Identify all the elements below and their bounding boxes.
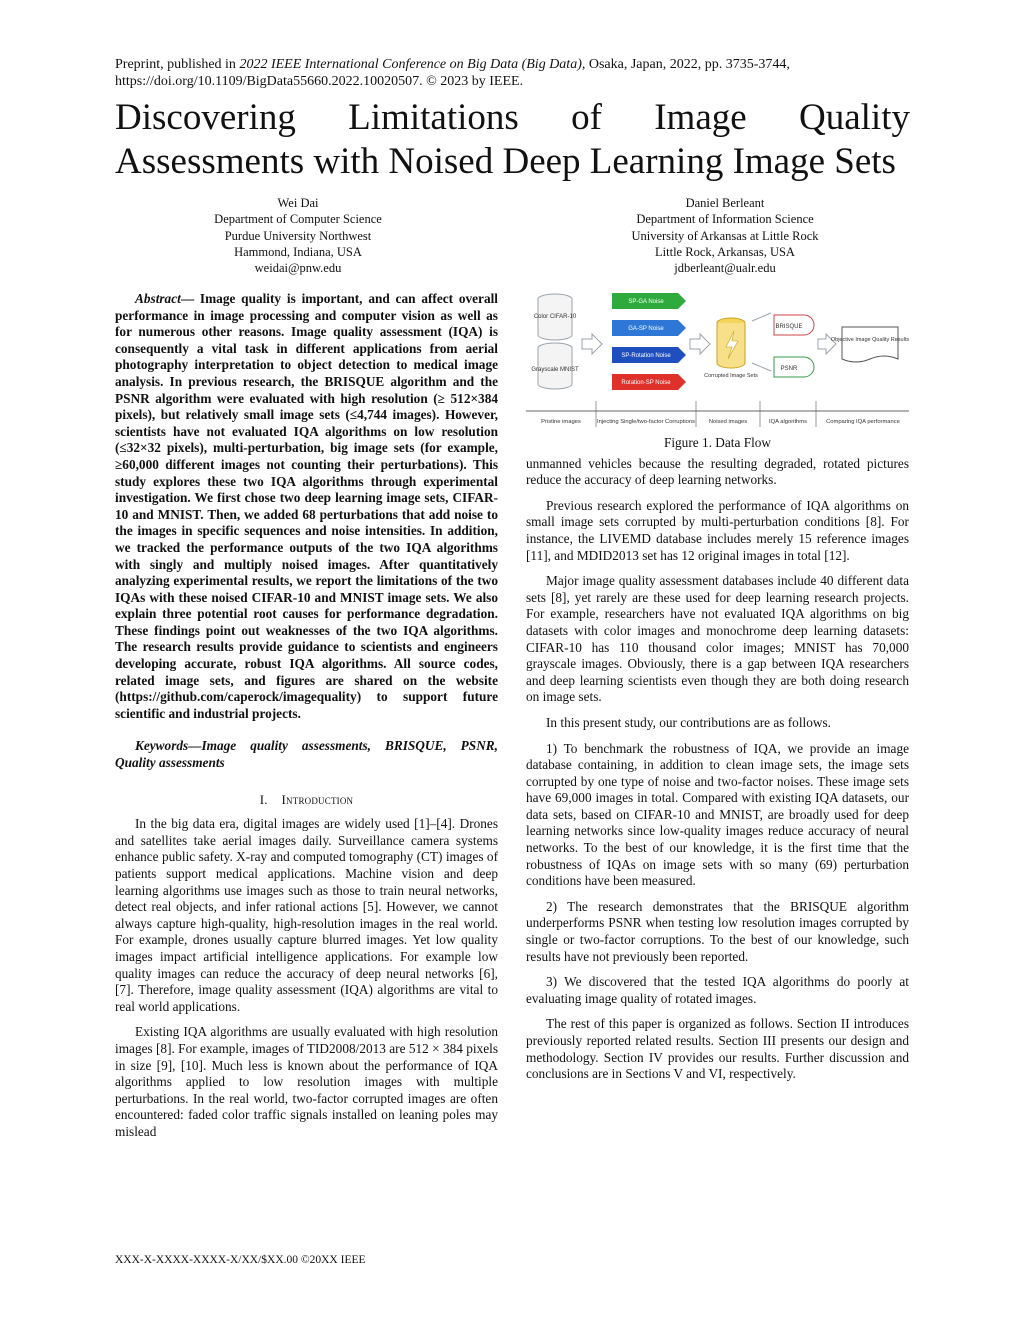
data-flow-figure [526,291,909,431]
author-city: Hammond, Indiana, USA [234,244,362,259]
preprint-venue: 2022 IEEE International Conference on Big Data (Big Data) [239,57,582,72]
stage-label: Pristine images [541,419,581,425]
preprint-prefix: Preprint, published in [115,57,240,72]
author-name: Wei Dai [277,196,319,210]
paragraph: 2) The research demonstrates that the BRISQUE algorithm underperforms PSNR when testing low resolution images corrupted by single or two-factor corruptions. To the best of our knowledge, such results have not previously been reported. [526,898,909,964]
arrow-icon [752,313,771,321]
figure-caption: Figure 1. Data Flow [663,435,772,450]
svg-text:BRISQUE: BRISQUE [775,324,803,330]
author-city: Little Rock, Arkansas, USA [655,244,795,259]
results-document-icon [831,327,909,362]
section-heading [115,792,498,809]
corrupted-database-icon [704,318,758,379]
title-word: Discovering [115,97,296,138]
paragraph: The rest of this paper is organized as follows. Section II introduces previously reported related results. Section III presents our design and methodology. Section IV provides our results. Further discussion and conclusions are in Sections V and VI, respectively. [526,1016,909,1082]
svg-text:Objective Image Quality Result: Objective Image Quality Results [830,337,909,343]
mnist-database-icon [531,343,579,389]
author-dept: Department of Computer Science [214,212,382,227]
paragraph: 1) To benchmark the robustness of IQA, we provide an image database containing, in addition to clean image sets, the image sets corrupted by one type of noise and two-factor noises. These image sets have 69,000 images in total. Compared with existing IQA datasets, our data sets, based on CIFAR-10 and MNIST, are broadly used for deep learning networks since low-quality images reduce accuracy of neural networks. To the best of our knowledge, it is the first time that the robustness of IQAs on image sets with so many (69) perturbation conditions have been measured. [526,740,909,889]
author-block-1 [198,195,398,276]
keywords: Keywords—Image quality assessments, BRISQUE, PSNR, Quality assessments [115,738,498,771]
paragraph: Major image quality assessment databases include 40 different data sets [8], yet rarely are these used for deep learning research projects. For example, researchers have not evaluated IQA algorithms on big datasets with color images and monochrome deep learning datasets: CIFAR-10 has 110 thousand color images; MNIST has 70,000 grayscale images. Obviously, there is a gap between IQA researchers and deep learning scientists even though they are both doing research on image sets. [526,573,909,705]
title-word: Image [654,97,747,138]
noise-arrow [612,347,686,363]
paragraph: In this present study, our contributions are as follows. [546,714,831,730]
stage-label: IQA algorithms [768,419,808,425]
noise-arrow [612,320,686,336]
svg-text:PSNR: PSNR [780,366,798,372]
section-title: Introduction [281,791,354,807]
svg-text:SP-Rotation Noise: SP-Rotation Noise [621,353,671,359]
arrow-icon [752,363,771,371]
arrow-icon [582,334,602,354]
arrow-icon [690,334,710,354]
title-word: Limitations [348,97,519,138]
author-email: jdberleant@ualr.edu [674,261,776,276]
title-line-2: Assessments with Noised Deep Learning Image Sets [115,141,896,182]
paragraph: unmanned vehicles because the resulting degraded, rotated pictures reduce the accuracy of deep learning networks. [526,455,909,488]
paragraph: Previous research explored the performance of IQA algorithms on small image sets corrupted by multi-perturbation conditions [8]. For instance, the LIVEMD database includes merely 15 reference images [11], and MDID2013 set has 12 original images in total [12]. [526,497,909,563]
left-column [115,291,498,1150]
preprint-suffix: , Osaka, Japan, 2022, pp. 3735-3744, [581,57,790,72]
title-word: of [571,97,602,138]
paragraph: 3) We discovered that the tested IQA algorithms do poorly at evaluating image quality of rotated images. [526,974,909,1006]
svg-text:SP-GA Noise: SP-GA Noise [628,299,664,305]
abstract [115,291,498,722]
section-number: I. [259,791,268,807]
paragraph: Existing IQA algorithms are usually evaluated with high resolution images [8]. For example, images of TID2008/2013 are 512 × 384 pixels in size [9], [10]. Much less is known about the performance of IQA algorithms applied to low resolution images with multiple perturbations. In the real world, two-factor corrupted images are often encountered: faded color traffic signals installed on leaning poles may mislead [115,1024,498,1139]
cifar-label: Color CIFAR-10 [533,314,577,320]
stage-label: Comparing IQA performance [826,419,900,425]
right-column [526,291,909,1092]
author-univ: University of Arkansas at Little Rock [631,228,819,243]
author-univ: Purdue University Northwest [224,228,372,243]
paragraph: In the big data era, digital images are widely used [1]–[4]. Drones and satellites take aerial images daily. Surveillance camera systems enhance public safety. X-ray and computed tomography (CT) images of patients support medical applications. Machine vision and deep learning algorithms use images such as those to train neural networks, detect real objects, and infer rational actions [5]. However, we cannot always capture high-quality, high-resolution images in the real world. For example, drones usually capture blurred images. Yet low quality images impact artificial intelligence applications. For example low quality images can reduce the accuracy of deep neural networks [6], [7]. Therefore, image quality assessment (IQA) algorithms are vital to real world applications. [115,816,498,1014]
svg-text:GA-SP Noise: GA-SP Noise [628,326,664,332]
noise-arrow [612,374,686,390]
cifar-database-icon [534,294,577,340]
data-flow-diagram [526,291,909,431]
mnist-label: Grayscale MNIST [531,367,579,373]
noise-arrow [612,293,686,309]
author-name: Daniel Berleant [685,196,765,210]
author-email: weidai@pnw.edu [254,261,342,276]
psnr-shape [774,357,814,377]
author-dept: Department of Information Science [636,212,814,227]
stage-label: Noised images [708,419,748,425]
brisque-shape [774,315,814,335]
title-line-1 [115,96,910,140]
abstract-text: — Image quality is important, and can affect overall performance in image processing and computer vision as well as for numerous other reasons. Image quality assessment (IQA) is consequently a vital task in different applications from aerial photography interpretation to object detection to medical image analysis. In previous research, the BRISQUE algorithm and the PSNR algorithm were evaluated with high resolution (≥ 512×384 pixels), but relatively small image sets (≤4,744 images). However, scientists have not evaluated IQA algorithms on low resolution (≤32×32 pixels), multi-perturbation, big image sets (for example, ≥60,000 different images not counting their perturbations). This study explores these two IQA algorithms through experimental investigation. We first chose two deep learning image sets, CIFAR-10 and MNIST. Then, we added 68 perturbations that add noise to the images in specific sequences and noise intensities. In addition, we tracked the performance outputs of the two IQA algorithms with singly and multiply noised images. After quantitatively analyzing experimental results, we report the limitations of the two IQAs with these noised CIFAR-10 and MNIST image sets. We also explain three potential root causes for performance degradation. These findings point out weaknesses of the two IQA algorithms. The research results provide guidance to scientists and engineers developing accurate, robust IQA algorithms. All source codes, related image sets, and figures are shared on the website (https://github.com/caperock/imagequality) to support future scientific and industrial projects. [115,291,498,721]
author-block-2 [615,195,835,276]
abstract-lead: Abstract [135,291,181,306]
corrupted-label: Corrupted Image Sets [704,373,758,379]
svg-text:Rotation-SP Noise: Rotation-SP Noise [621,380,671,386]
title-word: Quality [799,97,910,138]
copyright-footer: XXX-X-XXXX-XXXX-X/XX/$XX.00 ©20XX IEEE [115,1254,366,1266]
paper-title [115,96,910,184]
preprint-notice [115,56,915,90]
stage-label: Injecting Single/two-factor Corruptions [597,419,695,425]
preprint-doi: https://doi.org/10.1109/BigData55660.2022.10020507. © 2023 by IEEE. [115,74,524,89]
